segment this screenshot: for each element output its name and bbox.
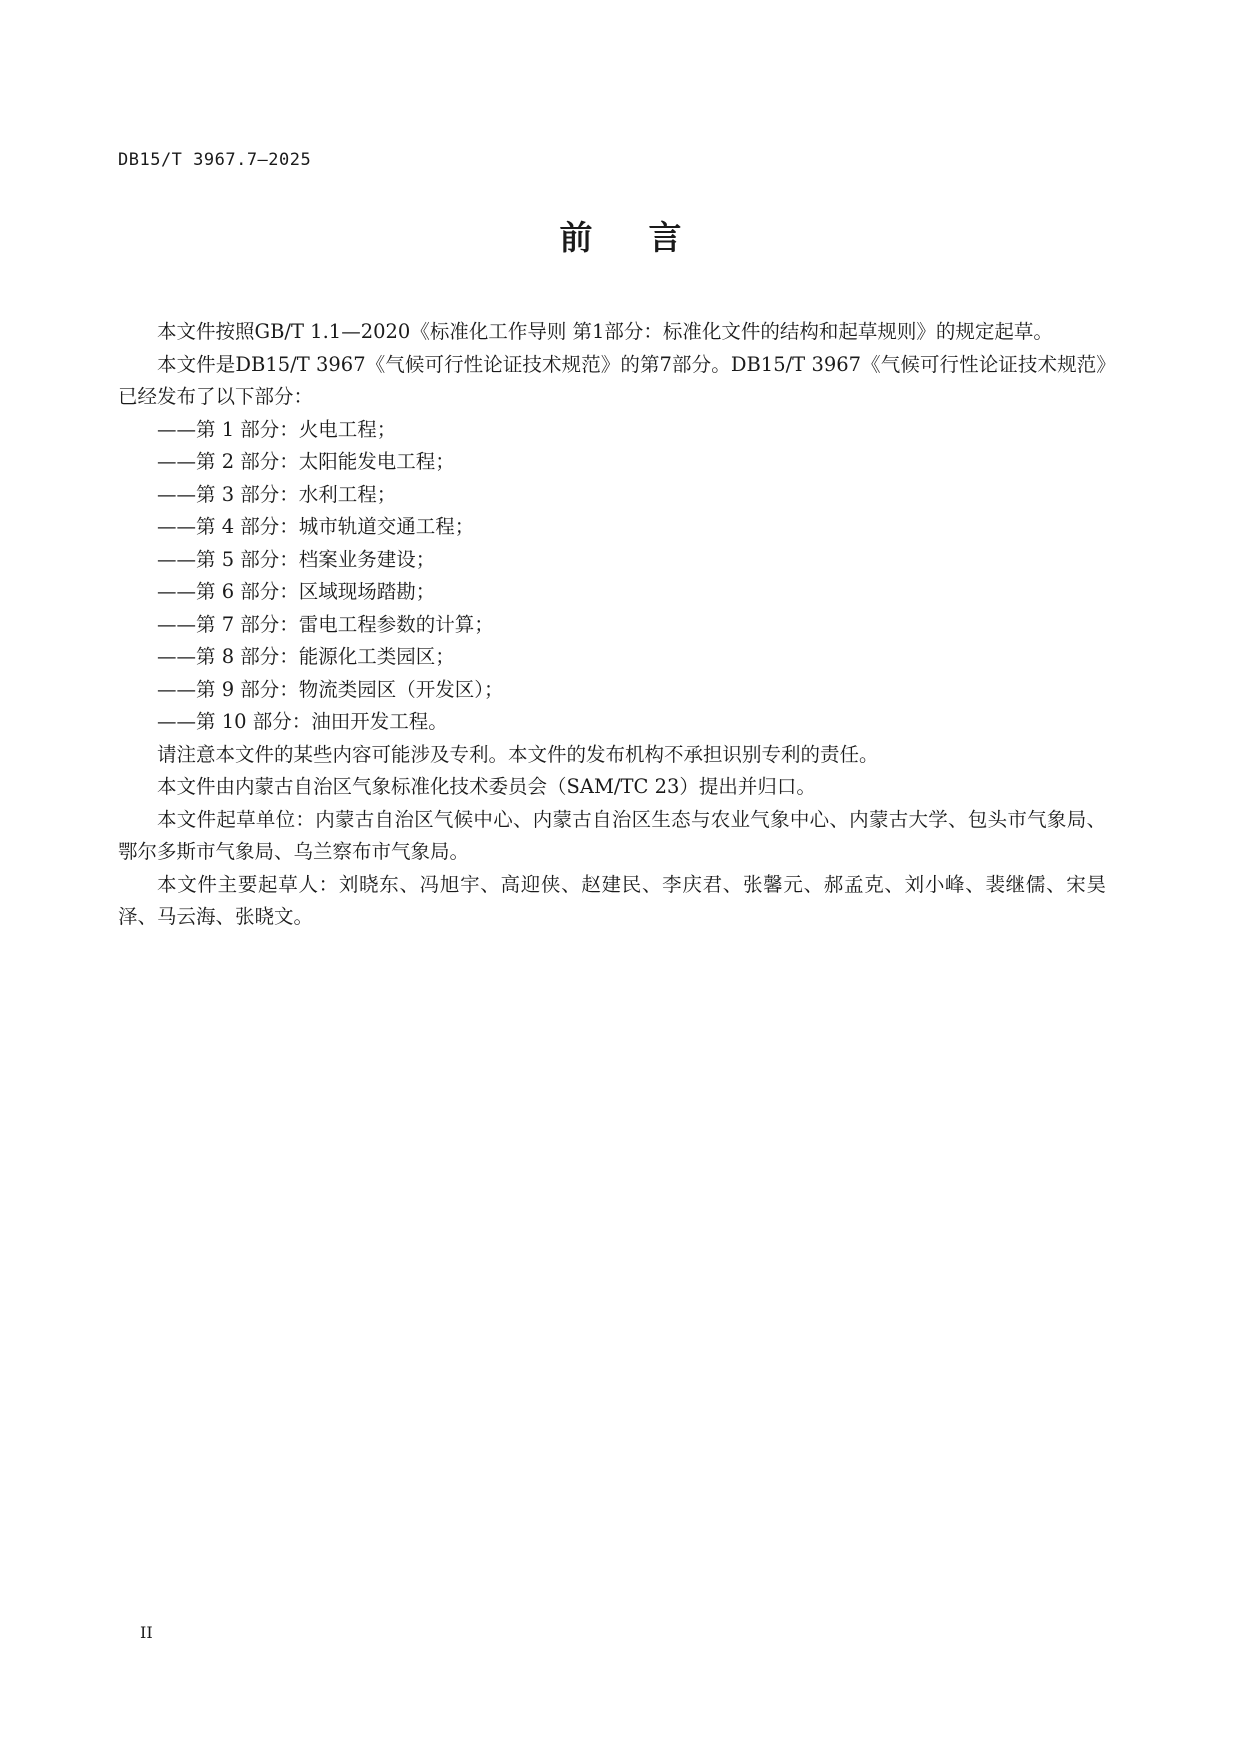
paragraph-drafting-units: 本文件起草单位：内蒙古自治区气候中心、内蒙古自治区生态与农业气象中心、内蒙古大学、包头市气象局、鄂尔多斯市气象局、乌兰察布市气象局。 xyxy=(118,807,1106,863)
document-code: DB15/T 3967.7—2025 xyxy=(118,150,312,170)
list-item: ——第 6 部分：区域现场踏勘； xyxy=(157,580,436,603)
paragraph-proposer: 本文件由内蒙古自治区气象标准化技术委员会（SAM/TC 23）提出并归口。 xyxy=(157,775,816,798)
list-item: ——第 9 部分：物流类园区（开发区）； xyxy=(157,677,504,701)
list-item: ——第 8 部分：能源化工类园区； xyxy=(157,645,455,668)
list-item: ——第 10 部分：油田开发工程。 xyxy=(157,710,448,733)
list-item: ——第 1 部分：火电工程； xyxy=(157,417,397,441)
list-item: ——第 3 部分：水利工程； xyxy=(157,482,397,506)
page-number: II xyxy=(140,1623,153,1642)
list-item: ——第 7 部分：雷电工程参数的计算； xyxy=(157,612,494,636)
page-title: 前言 xyxy=(559,218,738,257)
paragraph-series-intro: 本文件是DB15/T 3967《气候可行性论证技术规范》的第7部分。DB15/T 3967《气候可行性论证技术规范》已经发布了以下部分： xyxy=(118,352,1106,408)
paragraph-drafters: 本文件主要起草人：刘晓东、冯旭宇、高迎侠、赵建民、李庆君、张馨元、郝孟克、刘小峰、裴继儒、宋昊泽、马云海、张晓文。 xyxy=(118,872,1106,928)
foreword-body xyxy=(118,316,1106,934)
list-item: ——第 5 部分：档案业务建设； xyxy=(157,547,436,571)
paragraph-drafting-rules: 本文件按照GB/T 1.1—2020《标准化工作导则 第1部分：标准化文件的结构和起草规则》的规定起草。 xyxy=(157,320,1053,343)
list-item: ——第 4 部分：城市轨道交通工程； xyxy=(157,515,475,538)
list-item: ——第 2 部分：太阳能发电工程； xyxy=(157,450,455,473)
paragraph-patent-notice: 请注意本文件的某些内容可能涉及专利。本文件的发布机构不承担识别专利的责任。 xyxy=(157,742,879,766)
